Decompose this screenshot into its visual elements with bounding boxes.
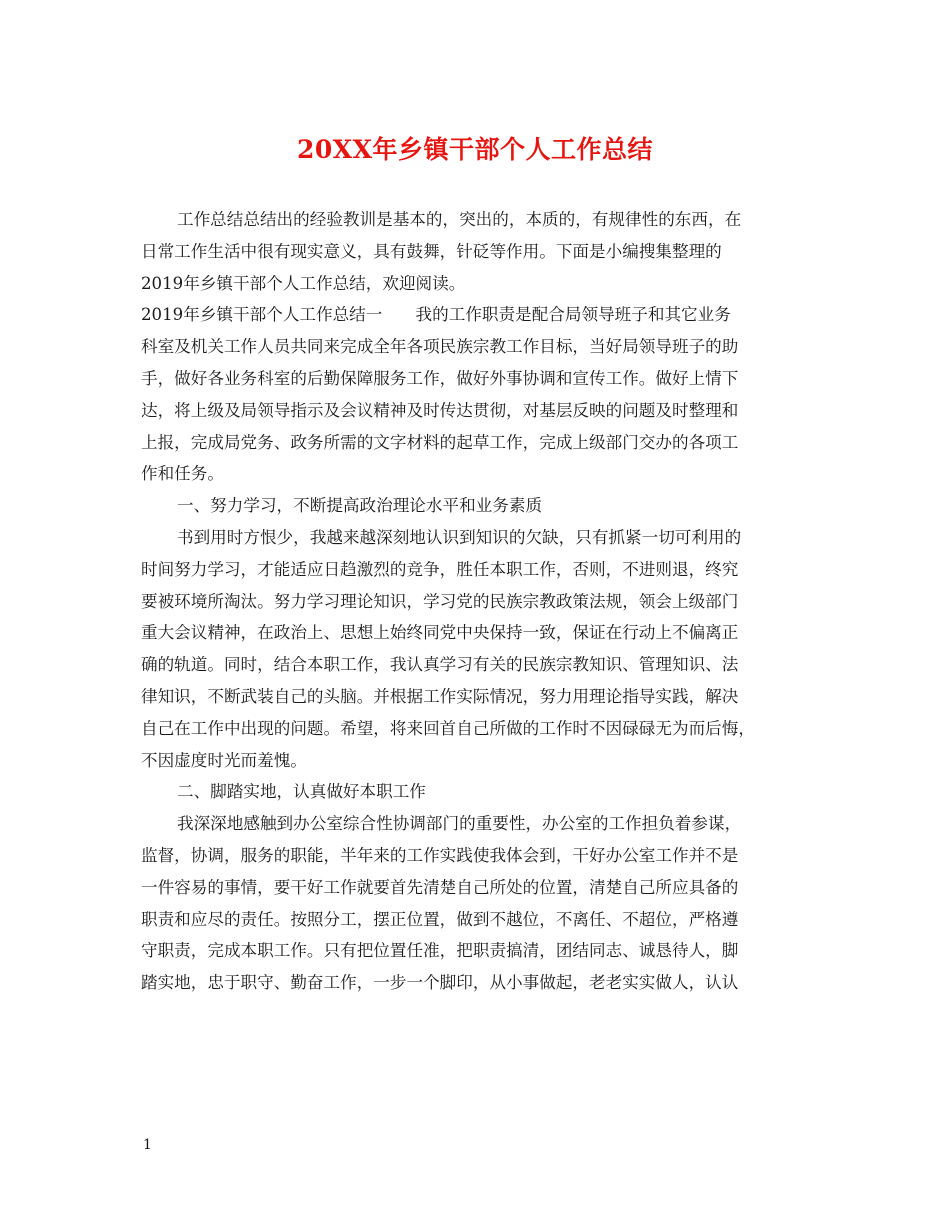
body-line: 我深深地感触到办公室综合性协调部门的重要性，办公室的工作担负着参谋， [177,814,742,834]
body-line: 2019年乡镇干部个人工作总结，欢迎阅读。 [141,273,466,293]
body-line: 踏实地，忠于职守、勤奋工作，一步一个脚印，从小事做起，老老实实做人，认认 [141,973,739,993]
body-line: 科室及机关工作人员共同来完成全年各项民族宗教工作目标，当好局领导班子的助 [141,337,739,357]
document-title: 20XX年乡镇干部个人工作总结 [296,135,654,164]
body-line: 确的轨道。同时，结合本职工作，我认真学习有关的民族宗教知识、管理知识、法 [141,655,739,675]
body-line: 一件容易的事情，要干好工作就要首先清楚自己所处的位置，清楚自己所应具备的 [141,877,739,897]
body-line: 二、脚踏实地，认真做好本职工作 [177,782,426,802]
body-line: 不因虚度时光而羞愧。 [141,750,307,770]
body-line: 自己在工作中出现的问题。希望，将来回首自己所做的工作时不因碌碌无为而后悔， [141,718,755,738]
page-number: 1 [143,1137,152,1153]
body-line: 达，将上级及局领导指示及会议精神及时传达贯彻，对基层反映的问题及时整理和 [141,400,739,420]
body-line: 律知识，不断武装自己的头脑。并根据工作实际情况，努力用理论指导实践，解决 [141,686,739,706]
body-line: 职责和应尽的责任。按照分工，摆正位置，做到不越位，不离任、不超位，严格遵 [141,909,739,929]
body-line: 要被环境所淘汰。努力学习理论知识，学习党的民族宗教政策法规，领会上级部门 [141,591,739,611]
body-line: 重大会议精神，在政治上、思想上始终同党中央保持一致，保证在行动上不偏离正 [141,623,739,643]
body-line: 工作总结总结出的经验教训是基本的，突出的，本质的，有规律性的东西，在 [177,210,742,229]
body-line: 监督，协调，服务的职能，半年来的工作实践使我体会到，干好办公室工作并不是 [141,845,739,865]
body-line: 日常工作生活中很有现实意义，具有鼓舞，针砭等作用。下面是小编搜集整理的 [141,241,722,261]
body-line: 时间努力学习，才能适应日趋激烈的竞争，胜任本职工作，否则，不进则退，终究 [141,559,739,579]
body-line: 一、努力学习，不断提高政治理论水平和业务素质 [177,496,543,516]
body-line: 手，做好各业务科室的后勤保障服务工作，做好外事协调和宣传工作。做好上情下 [141,368,739,388]
body-line: 守职责，完成本职工作。只有把位置任准，把职责搞清，团结同志、诚恳待人，脚 [141,941,739,961]
body-line: 作和任务。 [141,464,224,484]
body-line: 上报，完成局党务、政务所需的文字材料的起草工作，完成上级部门交办的各项工 [141,432,739,452]
body-line: 2019年乡镇干部个人工作总结一 我的工作职责是配合局领导班子和其它业务 [141,305,731,325]
body-line: 书到用时方恨少，我越来越深刻地认识到知识的欠缺，只有抓紧一切可利用的 [177,527,742,547]
document-body [141,204,811,999]
